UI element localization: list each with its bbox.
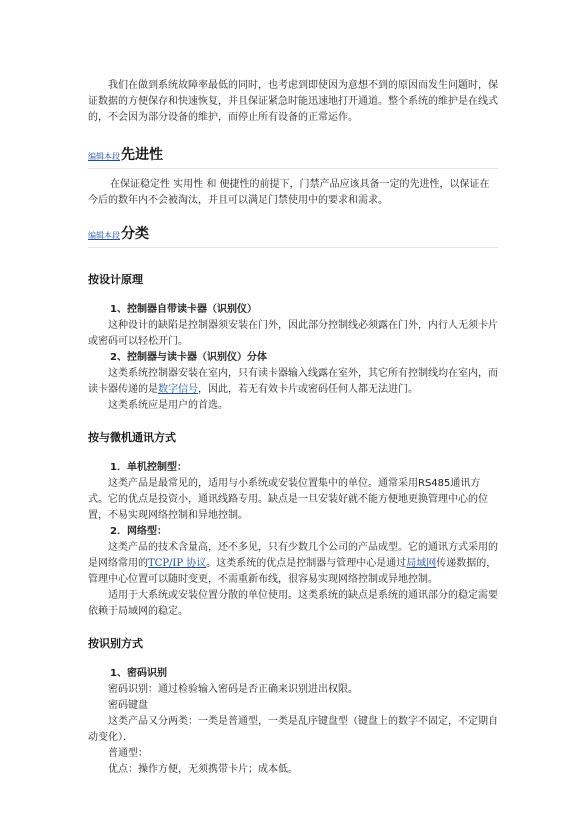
ident-line1: 密码识别：通过检验输入密码是否正确来识别进出权限。 (108, 684, 358, 695)
advanced-paragraph: 在保证稳定性 实用性 和 便捷性的前提下，门禁产品应该具备一定的先进性，以保证在今后的数年内不会被淘汰，并且可以满足门禁使用中的要求和需求。 (88, 179, 490, 206)
edit-section-link[interactable]: 编辑本段 (88, 231, 120, 240)
ident-item1-title: 1、密码识别 (110, 668, 167, 679)
ident-line5: 优点：操作方便，无须携带卡片；成本低。 (108, 764, 298, 775)
design-item1-title: 1、控制器自带读卡器（识别仪） (110, 304, 257, 315)
document-content (88, 78, 498, 778)
comm-item2-title: 2．网络型： (110, 526, 167, 537)
design-item2-note: 这类系统应是用户的首选。 (108, 400, 228, 411)
section-header-advanced (88, 146, 498, 164)
edit-section-link[interactable]: 编辑本段 (88, 152, 120, 161)
tcp-ip-link[interactable]: TCP/IP 协议 (148, 558, 207, 569)
comm-item1-body: 这类产品是最常见的，适用与小系统或安装位置集中的单位。通常采用RS485通讯方式。它的优点是投资小，通讯线路专用。缺点是一旦安装好就不能方便地更换管理中心的位置，不易实现网络控制和异地控制。 (88, 478, 488, 521)
section-divider (88, 247, 498, 248)
design-item2-title: 2、控制器与读卡器（识别仪）分体 (110, 352, 267, 363)
section-divider (88, 168, 498, 169)
comm-item2-body: 这类产品的技术含量高，还不多见，只有少数几个公司的产品成型。它的通讯方式采用的是网络常用的TCP/IP 协议。这类系统的优点是控制器与管理中心是通过局域网传递数据的，管理中心位置可以随时变更，不需重新布线，很容易实现网络控制或异地控制。 (88, 542, 498, 585)
design-item2-body: 这类系统控制器安装在室内，只有读卡器输入线露在室外，其它所有控制线均在室内，而读卡器传递的是数字信号，因此，若无有效卡片或密码任何人都无法进门。 (88, 368, 498, 395)
section-header-classify (88, 225, 498, 243)
heading-ident: 按识别方式 (88, 637, 143, 650)
digital-signal-link[interactable]: 数字信号 (158, 384, 198, 395)
ident-line3: 这类产品又分两类：一类是普通型，一类是乱序键盘型（键盘上的数字不固定，不定期自动变化）． (88, 716, 498, 743)
comm-item1-title: 1．单机控制型： (110, 462, 187, 473)
intro-paragraph: 我们在做到系统故障率最低的同时，也考虑到即使因为意想不到的原因而发生问题时，保证数据的方便保存和快速恢复，并且保证紧急时能迅速地打开通道。整个系统的维护是在线式的，不会因为部分设备的维护，而停止所有设备的正常运作。 (88, 80, 498, 123)
comm-item2-note: 适用于大系统或安装位置分散的单位使用。这类系统的缺点是系统的通讯部分的稳定需要依赖于局域网的稳定。 (88, 590, 498, 617)
section-title-advanced: 先进性 (121, 147, 163, 163)
section-title-classify: 分类 (121, 226, 149, 242)
design-item1-body: 这种设计的缺陷是控制器须安装在门外，因此部分控制线必须露在门外，内行人无须卡片或密码可以轻松开门。 (88, 320, 498, 347)
ident-line2: 密码键盘 (108, 700, 148, 711)
ident-line4: 普通型： (108, 748, 148, 759)
lan-link[interactable]: 局域网 (406, 558, 437, 569)
heading-design: 按设计原理 (88, 273, 143, 286)
heading-comm: 按与微机通讯方式 (88, 431, 176, 444)
